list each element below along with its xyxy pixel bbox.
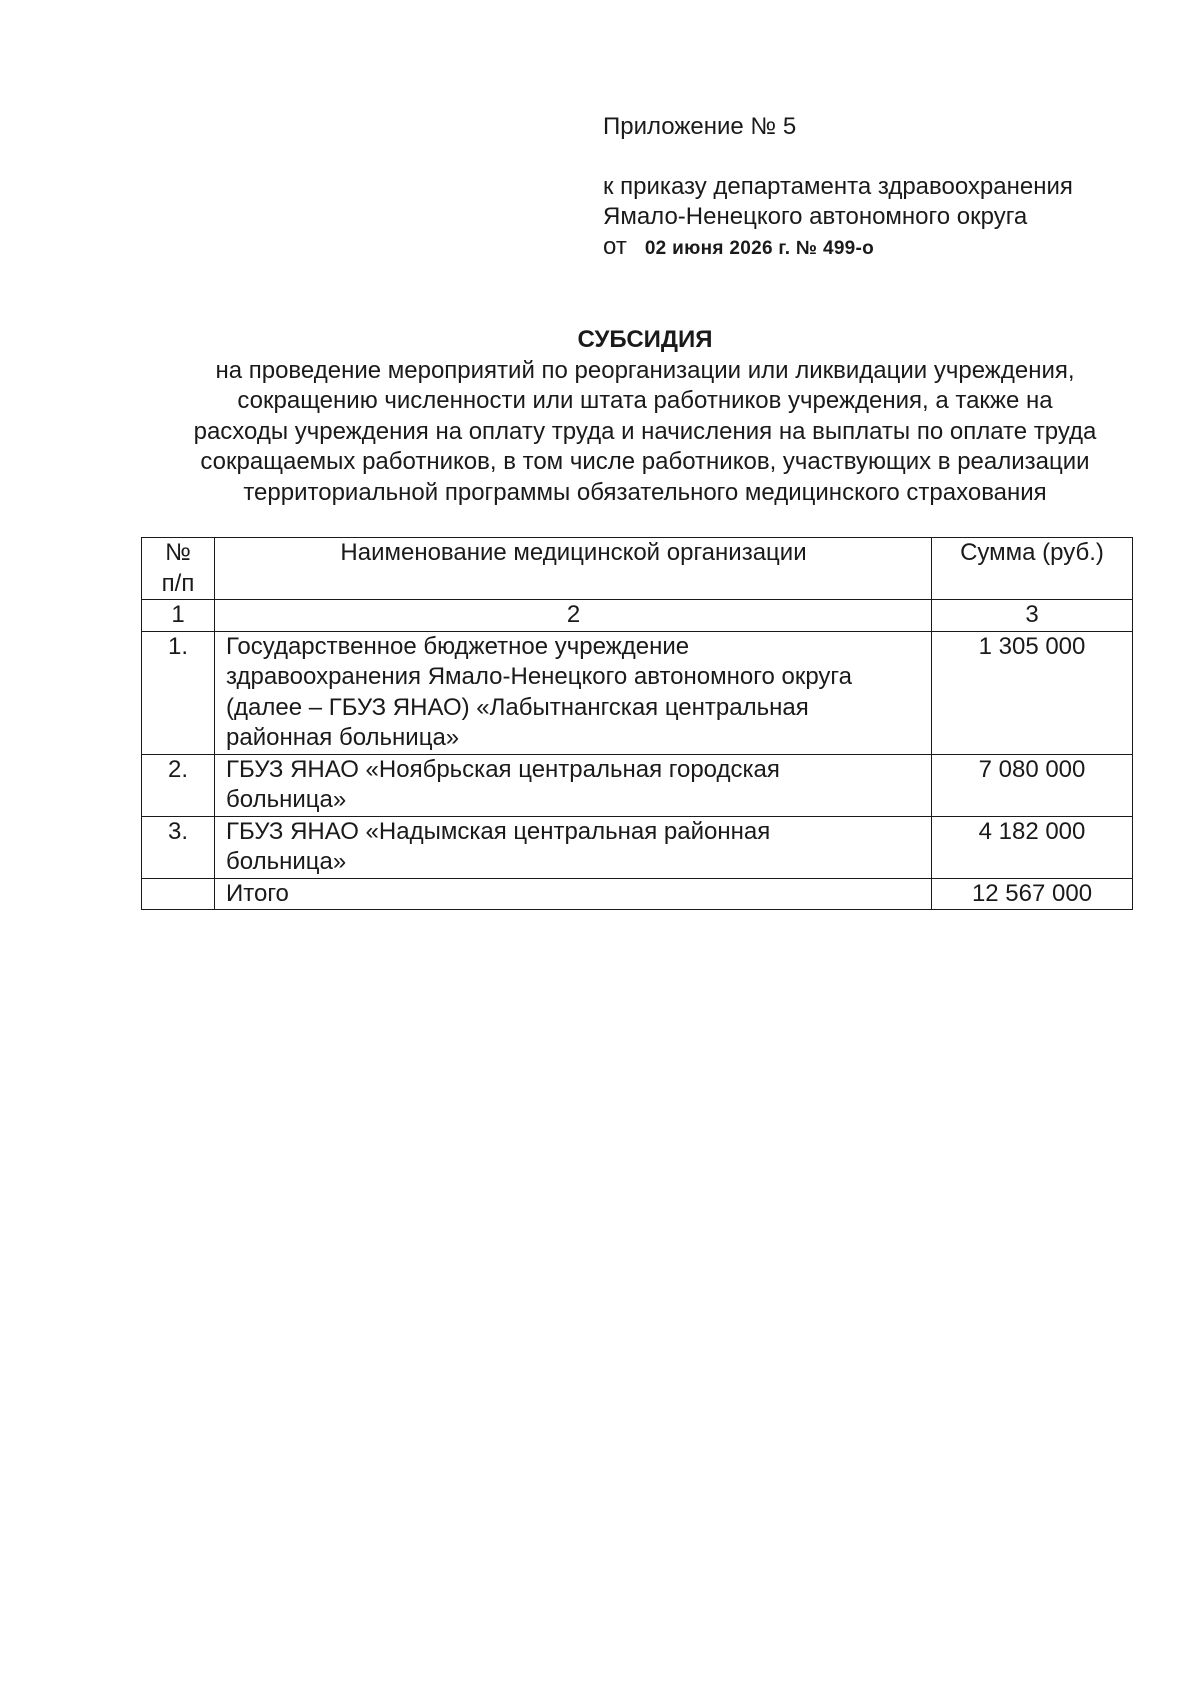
- row-sum-cell: 1 305 000: [932, 631, 1133, 754]
- header-num-cell: [142, 538, 215, 600]
- row-num-cell: 2.: [142, 754, 215, 816]
- row-name-line: здравоохранения Ямало-Ненецкого автономного округа: [226, 663, 852, 690]
- row-name-line: ГБУЗ ЯНАО «Ноябрьская центральная городская: [226, 755, 780, 783]
- row-name-cell: [215, 631, 932, 754]
- header-num-line-1: №: [165, 539, 191, 566]
- title-line: сокращению численности или штата работников учреждения, а также на: [237, 387, 1053, 414]
- row-num-cell: 3.: [142, 816, 215, 878]
- column-number-cell: 1: [142, 600, 215, 632]
- header-num-line-2: п/п: [161, 569, 195, 597]
- title-line: на проведение мероприятий по реорганизации или ликвидации учреждения,: [215, 356, 1075, 384]
- appendix-order-line-1: к приказу департамента здравоохранения: [603, 173, 1073, 200]
- total-row: [142, 878, 1133, 910]
- title-line: расходы учреждения на оплату труда и начисления на выплаты по оплате труда: [193, 417, 1097, 445]
- document-title: СУБСИДИЯ: [577, 326, 713, 353]
- appendix-date-prefix: от: [603, 233, 627, 260]
- row-name-line: районная больница»: [226, 724, 460, 751]
- row-name-line: ГБУЗ ЯНАО «Надымская центральная районная: [226, 817, 771, 845]
- table-row: [142, 631, 1133, 754]
- row-name-line: больница»: [226, 786, 347, 813]
- row-sum-cell: 4 182 000: [932, 816, 1133, 878]
- appendix-number: Приложение № 5: [603, 113, 797, 140]
- row-num-cell: 1.: [142, 631, 215, 754]
- row-name-cell: [215, 816, 932, 878]
- total-label-cell: Итого: [215, 878, 932, 910]
- total-sum-cell: 12 567 000: [932, 878, 1133, 910]
- column-number-row: [142, 600, 1133, 632]
- column-number-cell: 2: [215, 600, 932, 632]
- subsidy-table: [141, 537, 1133, 910]
- row-name-line: больница»: [226, 848, 347, 875]
- table-row: [142, 754, 1133, 816]
- appendix-order-line-2: Ямало-Ненецкого автономного округа: [603, 203, 1028, 230]
- table-header-row: [142, 538, 1133, 600]
- row-name-line: (далее – ГБУЗ ЯНАО) «Лабытнангская центральная: [226, 693, 809, 721]
- document-title-block: [140, 325, 1150, 508]
- appendix-date-line: [603, 232, 1073, 264]
- row-name-line: Государственное бюджетное учреждение: [226, 632, 690, 660]
- header-name-cell: Наименование медицинской организации: [215, 538, 932, 600]
- title-line: сокращаемых работников, в том числе работников, участвующих в реализации: [200, 448, 1090, 475]
- appendix-block: [603, 112, 1073, 264]
- title-line: территориальной программы обязательного медицинского страхования: [243, 478, 1047, 506]
- row-name-cell: [215, 754, 932, 816]
- table-row: [142, 816, 1133, 878]
- header-sum-cell: Сумма (руб.): [932, 538, 1133, 600]
- column-number-cell: 3: [932, 600, 1133, 632]
- row-sum-cell: 7 080 000: [932, 754, 1133, 816]
- appendix-date-value: 02 июня 2026 г. № 499-о: [644, 238, 875, 259]
- total-num-cell: [142, 878, 215, 910]
